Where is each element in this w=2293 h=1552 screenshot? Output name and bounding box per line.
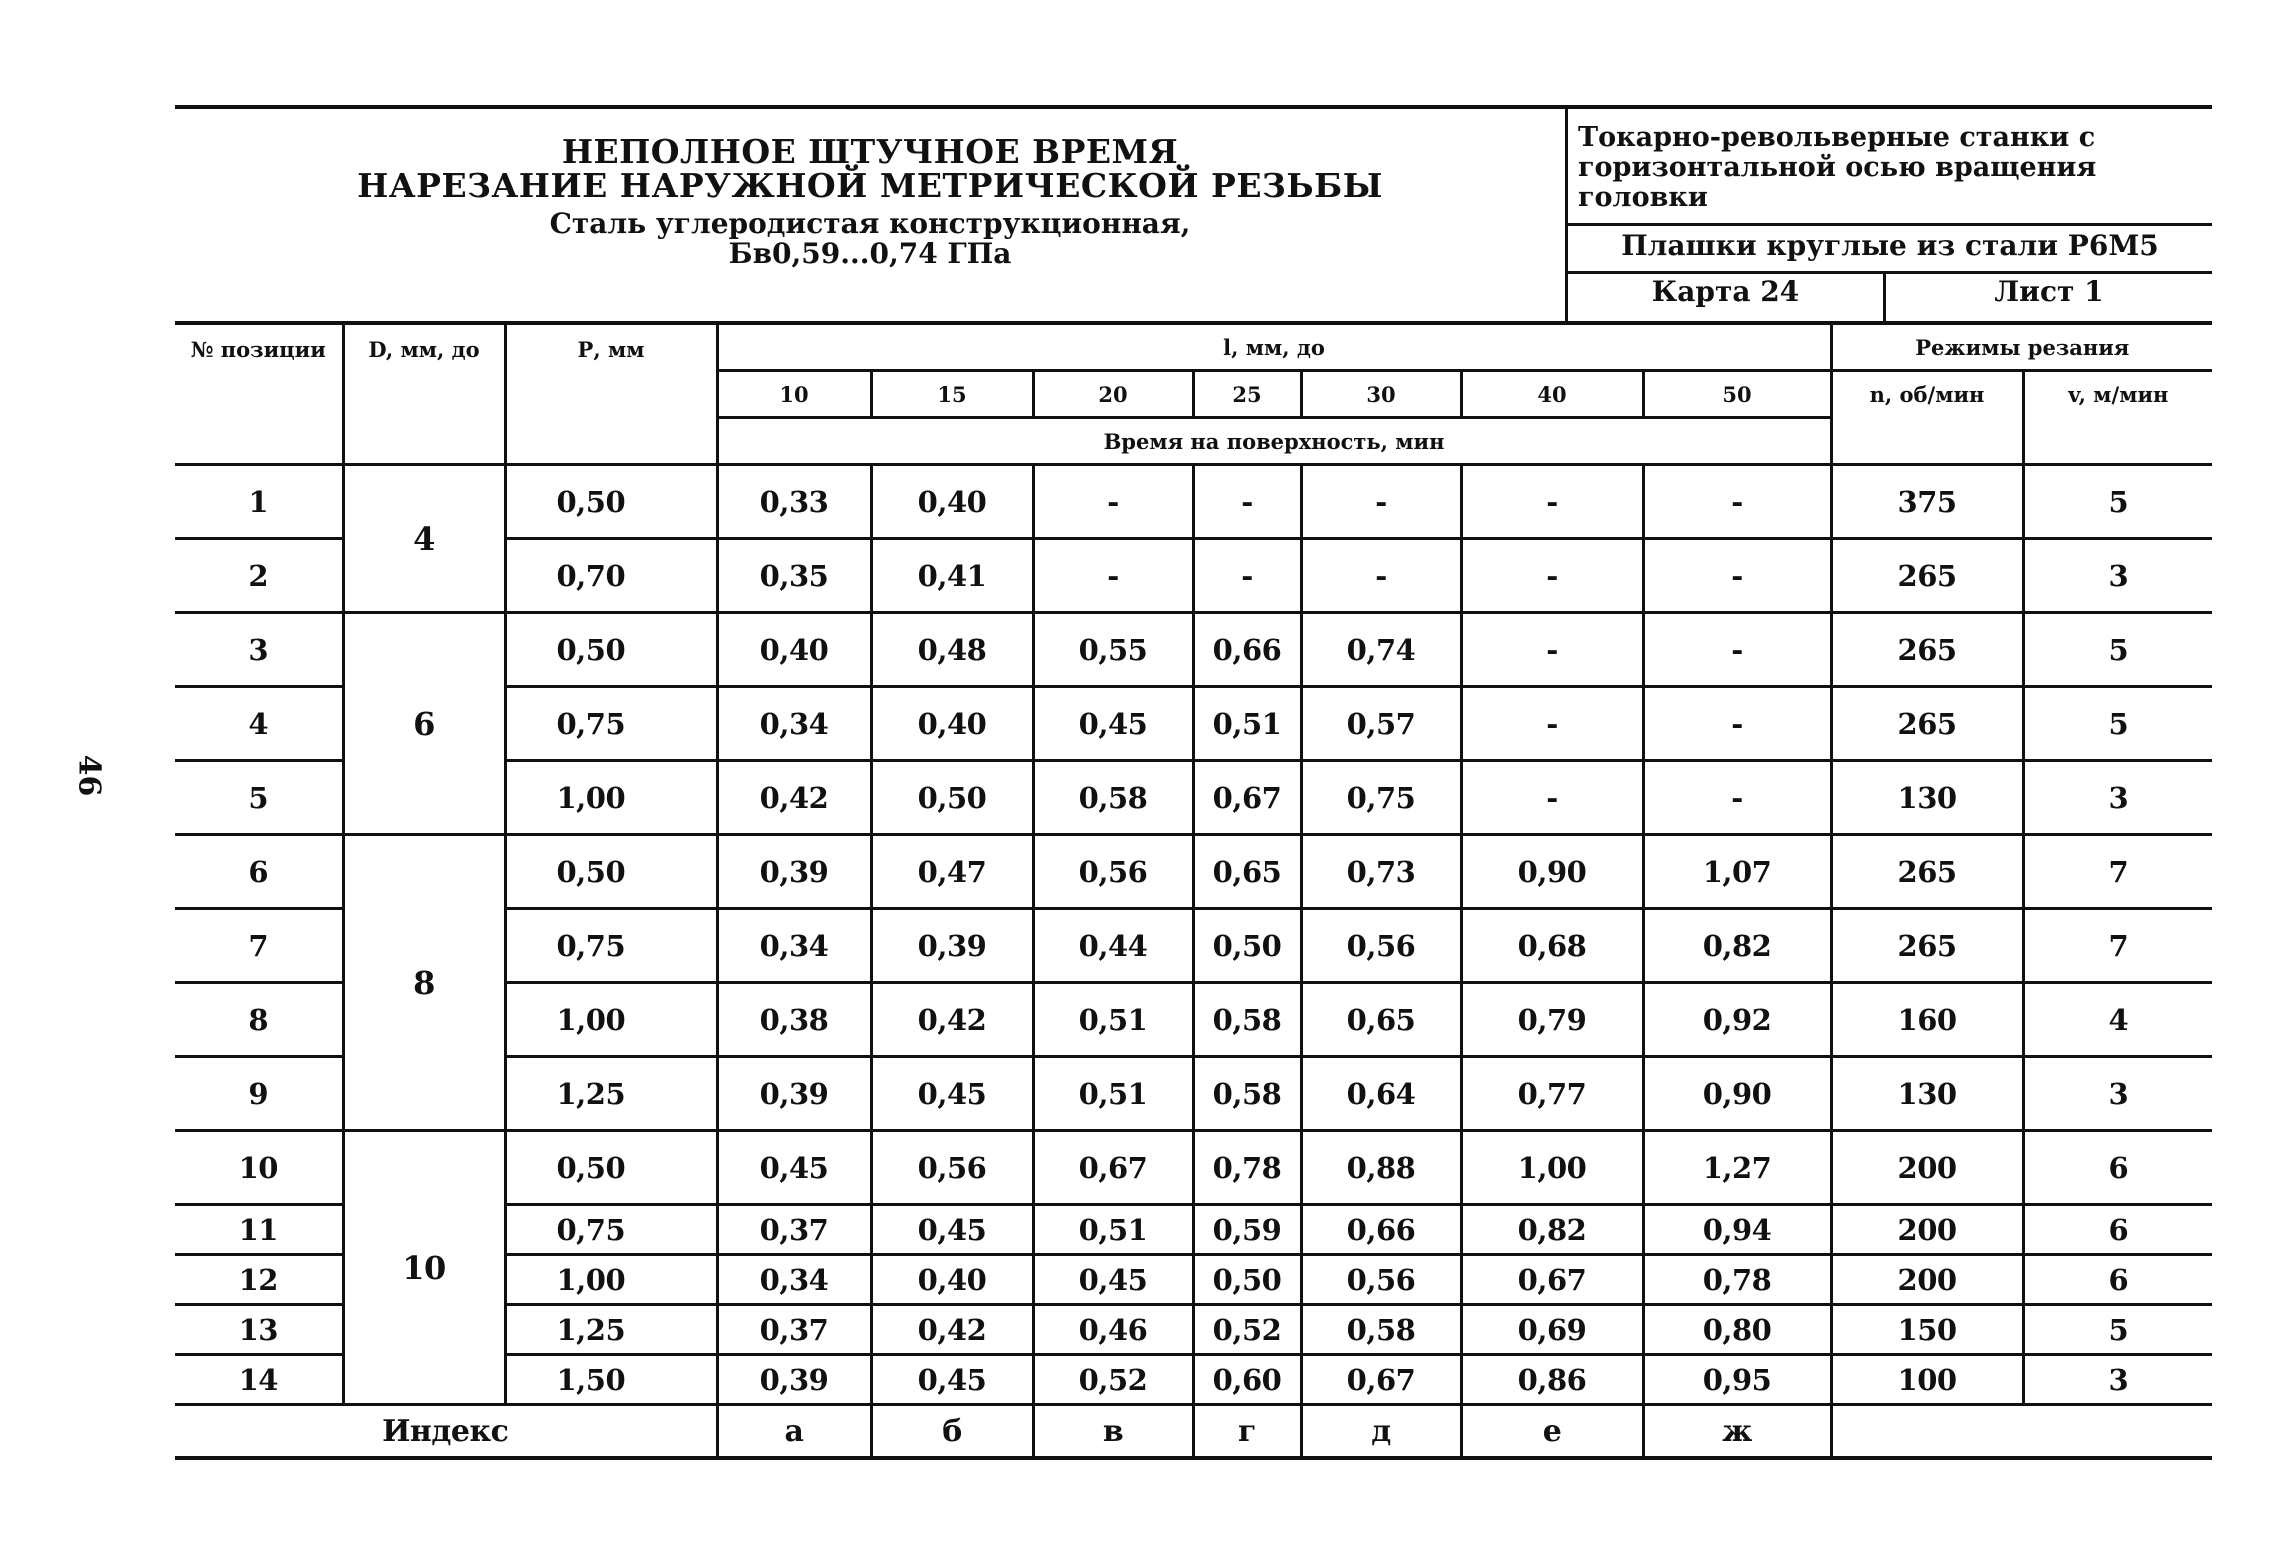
index-value: б xyxy=(871,1405,1033,1459)
v-cell: 3 xyxy=(2023,1057,2212,1131)
col-d-header: D, мм, до xyxy=(343,323,505,465)
time-cell: 0,67 xyxy=(1033,1131,1193,1205)
time-cell: 0,45 xyxy=(871,1355,1033,1405)
n-cell: 150 xyxy=(1831,1305,2023,1355)
time-cell: - xyxy=(1301,465,1461,539)
divider xyxy=(1568,223,2212,226)
page-number: 46 xyxy=(71,754,107,797)
n-cell: 265 xyxy=(1831,613,2023,687)
time-cell: 0,78 xyxy=(1193,1131,1301,1205)
time-cell: 0,39 xyxy=(717,1355,871,1405)
time-cell: 0,34 xyxy=(717,1255,871,1305)
time-cell: 0,44 xyxy=(1033,909,1193,983)
time-cell: 0,90 xyxy=(1643,1057,1831,1131)
time-cell: 0,66 xyxy=(1301,1205,1461,1255)
position-cell: 5 xyxy=(175,761,343,835)
time-cell: 0,79 xyxy=(1461,983,1643,1057)
time-cell: 0,39 xyxy=(717,1057,871,1131)
time-cell: 0,56 xyxy=(1301,1255,1461,1305)
position-cell: 13 xyxy=(175,1305,343,1355)
time-cell: 0,39 xyxy=(717,835,871,909)
time-cell: - xyxy=(1301,539,1461,613)
time-cell: 0,40 xyxy=(871,687,1033,761)
time-cell: 0,42 xyxy=(871,1305,1033,1355)
time-cell: 0,94 xyxy=(1643,1205,1831,1255)
time-cell: 0,59 xyxy=(1193,1205,1301,1255)
position-cell: 4 xyxy=(175,687,343,761)
time-cell: 0,95 xyxy=(1643,1355,1831,1405)
time-cell: - xyxy=(1643,761,1831,835)
col-l-header: l, мм, до xyxy=(717,323,1831,371)
time-cell: 0,39 xyxy=(871,909,1033,983)
position-cell: 7 xyxy=(175,909,343,983)
p-cell: 0,50 xyxy=(505,613,717,687)
time-cell: - xyxy=(1461,539,1643,613)
time-cell: 0,56 xyxy=(1301,909,1461,983)
time-cell: 0,75 xyxy=(1301,761,1461,835)
col-modes-header: Режимы резания xyxy=(1831,323,2212,371)
v-cell: 5 xyxy=(2023,465,2212,539)
n-cell: 375 xyxy=(1831,465,2023,539)
time-cell: 0,35 xyxy=(717,539,871,613)
p-cell: 1,25 xyxy=(505,1305,717,1355)
time-cell: 0,65 xyxy=(1193,835,1301,909)
n-cell: 265 xyxy=(1831,835,2023,909)
l-value: 40 xyxy=(1461,371,1643,418)
time-cell: - xyxy=(1643,539,1831,613)
v-cell: 6 xyxy=(2023,1131,2212,1205)
time-cell: 0,80 xyxy=(1643,1305,1831,1355)
time-cell: 0,42 xyxy=(717,761,871,835)
time-cell: 0,52 xyxy=(1193,1305,1301,1355)
p-cell: 1,50 xyxy=(505,1355,717,1405)
time-cell: - xyxy=(1643,465,1831,539)
time-cell: 0,51 xyxy=(1033,1205,1193,1255)
time-cell: - xyxy=(1461,465,1643,539)
position-cell: 8 xyxy=(175,983,343,1057)
table-row xyxy=(175,1131,2212,1205)
time-cell: 0,67 xyxy=(1193,761,1301,835)
index-row xyxy=(175,1405,2212,1459)
time-cell: 0,37 xyxy=(717,1305,871,1355)
position-cell: 3 xyxy=(175,613,343,687)
header-info xyxy=(1568,109,2212,321)
time-cell: 0,77 xyxy=(1461,1057,1643,1131)
time-cell: - xyxy=(1033,465,1193,539)
time-cell: 0,40 xyxy=(717,613,871,687)
d-cell: 6 xyxy=(343,613,505,835)
p-cell: 0,75 xyxy=(505,1205,717,1255)
p-cell: 0,75 xyxy=(505,909,717,983)
time-cell: 0,55 xyxy=(1033,613,1193,687)
time-cell: 0,47 xyxy=(871,835,1033,909)
time-cell: 0,82 xyxy=(1461,1205,1643,1255)
time-cell: 0,37 xyxy=(717,1205,871,1255)
d-cell: 10 xyxy=(343,1131,505,1405)
position-cell: 1 xyxy=(175,465,343,539)
time-cell: - xyxy=(1461,761,1643,835)
v-cell: 4 xyxy=(2023,983,2212,1057)
time-table xyxy=(175,321,2212,1460)
p-cell: 1,00 xyxy=(505,761,717,835)
time-cell: 0,42 xyxy=(871,983,1033,1057)
table-body xyxy=(175,465,2212,1405)
time-cell: 0,67 xyxy=(1461,1255,1643,1305)
l-value: 10 xyxy=(717,371,871,418)
l-value: 25 xyxy=(1193,371,1301,418)
card-header xyxy=(175,105,2212,321)
v-cell: 7 xyxy=(2023,835,2212,909)
time-cell: 0,33 xyxy=(717,465,871,539)
time-cell: 0,82 xyxy=(1643,909,1831,983)
index-value: е xyxy=(1461,1405,1643,1459)
time-cell: 0,45 xyxy=(871,1057,1033,1131)
time-cell: 0,65 xyxy=(1301,983,1461,1057)
v-cell: 3 xyxy=(2023,539,2212,613)
n-cell: 160 xyxy=(1831,983,2023,1057)
col-p-header: Р, мм xyxy=(505,323,717,465)
time-cell: 0,56 xyxy=(871,1131,1033,1205)
time-cell: 0,68 xyxy=(1461,909,1643,983)
time-cell: 0,67 xyxy=(1301,1355,1461,1405)
index-empty xyxy=(1831,1405,2212,1459)
l-value: 20 xyxy=(1033,371,1193,418)
time-cell: 0,48 xyxy=(871,613,1033,687)
n-cell: 130 xyxy=(1831,1057,2023,1131)
d-cell: 4 xyxy=(343,465,505,613)
p-cell: 0,75 xyxy=(505,687,717,761)
col-position-header: № позиции xyxy=(175,323,343,465)
time-cell: 1,27 xyxy=(1643,1131,1831,1205)
time-cell: 0,34 xyxy=(717,687,871,761)
time-cell: 1,00 xyxy=(1461,1131,1643,1205)
l-value: 50 xyxy=(1643,371,1831,418)
time-cell: 0,40 xyxy=(871,1255,1033,1305)
time-cell: 0,51 xyxy=(1193,687,1301,761)
position-cell: 11 xyxy=(175,1205,343,1255)
time-cell: 0,90 xyxy=(1461,835,1643,909)
time-cell: 0,41 xyxy=(871,539,1033,613)
time-cell: 0,50 xyxy=(1193,909,1301,983)
divider xyxy=(1568,271,2212,274)
table-row xyxy=(175,835,2212,909)
time-cell: - xyxy=(1033,539,1193,613)
n-cell: 265 xyxy=(1831,539,2023,613)
time-cell: - xyxy=(1193,465,1301,539)
p-cell: 0,50 xyxy=(505,835,717,909)
v-cell: 5 xyxy=(2023,687,2212,761)
material-line-1: Сталь углеродистая конструкционная, xyxy=(549,207,1191,240)
time-cell: 0,40 xyxy=(871,465,1033,539)
n-cell: 100 xyxy=(1831,1355,2023,1405)
index-value: г xyxy=(1193,1405,1301,1459)
material-line-2: Бв0,59...0,74 ГПа xyxy=(728,237,1012,270)
v-cell: 3 xyxy=(2023,1355,2212,1405)
time-cell: 0,50 xyxy=(1193,1255,1301,1305)
time-cell: 0,58 xyxy=(1301,1305,1461,1355)
time-cell: - xyxy=(1643,613,1831,687)
v-cell: 6 xyxy=(2023,1205,2212,1255)
sheet-number: Лист 1 xyxy=(1994,275,2104,308)
time-cell: 0,38 xyxy=(717,983,871,1057)
l-value: 30 xyxy=(1301,371,1461,418)
time-cell: 0,92 xyxy=(1643,983,1831,1057)
index-value: в xyxy=(1033,1405,1193,1459)
time-cell: 0,86 xyxy=(1461,1355,1643,1405)
position-cell: 12 xyxy=(175,1255,343,1305)
position-cell: 14 xyxy=(175,1355,343,1405)
time-label: Время на поверхность, мин xyxy=(717,418,1831,465)
time-cell: 0,74 xyxy=(1301,613,1461,687)
v-cell: 5 xyxy=(2023,613,2212,687)
d-cell: 8 xyxy=(343,835,505,1131)
position-cell: 10 xyxy=(175,1131,343,1205)
time-cell: 0,51 xyxy=(1033,1057,1193,1131)
time-cell: 0,78 xyxy=(1643,1255,1831,1305)
p-cell: 0,70 xyxy=(505,539,717,613)
position-cell: 9 xyxy=(175,1057,343,1131)
p-cell: 0,50 xyxy=(505,1131,717,1205)
n-cell: 200 xyxy=(1831,1131,2023,1205)
p-cell: 0,50 xyxy=(505,465,717,539)
n-cell: 200 xyxy=(1831,1205,2023,1255)
time-cell: 0,45 xyxy=(1033,687,1193,761)
time-cell: 1,07 xyxy=(1643,835,1831,909)
time-cell: 0,51 xyxy=(1033,983,1193,1057)
p-cell: 1,25 xyxy=(505,1057,717,1131)
machine-type: Токарно-револьверные станки с горизонтальной осью вращения головки xyxy=(1578,122,2097,213)
time-cell: 0,34 xyxy=(717,909,871,983)
time-cell: 0,52 xyxy=(1033,1355,1193,1405)
time-cell: 0,57 xyxy=(1301,687,1461,761)
position-cell: 6 xyxy=(175,835,343,909)
time-cell: 0,60 xyxy=(1193,1355,1301,1405)
time-cell: 0,50 xyxy=(871,761,1033,835)
norm-card xyxy=(175,105,2212,1460)
time-cell: - xyxy=(1193,539,1301,613)
n-cell: 265 xyxy=(1831,909,2023,983)
v-cell: 7 xyxy=(2023,909,2212,983)
time-cell: 0,66 xyxy=(1193,613,1301,687)
index-value: ж xyxy=(1643,1405,1831,1459)
time-cell: - xyxy=(1643,687,1831,761)
title-line-1: НЕПОЛНОЕ ШТУЧНОЕ ВРЕМЯ xyxy=(561,132,1179,171)
index-value: д xyxy=(1301,1405,1461,1459)
time-cell: 0,45 xyxy=(1033,1255,1193,1305)
tool-type: Плашки круглые из стали Р6М5 xyxy=(1621,229,2159,262)
time-cell: 0,88 xyxy=(1301,1131,1461,1205)
v-cell: 3 xyxy=(2023,761,2212,835)
time-cell: 0,46 xyxy=(1033,1305,1193,1355)
index-value: а xyxy=(717,1405,871,1459)
time-cell: 0,58 xyxy=(1193,983,1301,1057)
p-cell: 1,00 xyxy=(505,1255,717,1305)
index-label: Индекс xyxy=(175,1405,717,1459)
time-cell: - xyxy=(1461,613,1643,687)
time-cell: 0,58 xyxy=(1193,1057,1301,1131)
l-value: 15 xyxy=(871,371,1033,418)
time-cell: 0,64 xyxy=(1301,1057,1461,1131)
table-row xyxy=(175,613,2212,687)
time-cell: 0,58 xyxy=(1033,761,1193,835)
col-n-header: n, об/мин xyxy=(1831,371,2023,465)
time-cell: 0,69 xyxy=(1461,1305,1643,1355)
position-cell: 2 xyxy=(175,539,343,613)
title-line-2: НАРЕЗАНИЕ НАРУЖНОЙ МЕТРИЧЕСКОЙ РЕЗЬБЫ xyxy=(357,166,1383,205)
v-cell: 6 xyxy=(2023,1255,2212,1305)
time-cell: - xyxy=(1461,687,1643,761)
time-cell: 0,56 xyxy=(1033,835,1193,909)
time-cell: 0,73 xyxy=(1301,835,1461,909)
title-block xyxy=(175,109,1565,321)
n-cell: 265 xyxy=(1831,687,2023,761)
p-cell: 1,00 xyxy=(505,983,717,1057)
card-number: Карта 24 xyxy=(1651,275,1800,308)
time-cell: 0,45 xyxy=(871,1205,1033,1255)
col-v-header: v, м/мин xyxy=(2023,371,2212,465)
n-cell: 200 xyxy=(1831,1255,2023,1305)
n-cell: 130 xyxy=(1831,761,2023,835)
v-cell: 5 xyxy=(2023,1305,2212,1355)
time-cell: 0,45 xyxy=(717,1131,871,1205)
table-row xyxy=(175,465,2212,539)
